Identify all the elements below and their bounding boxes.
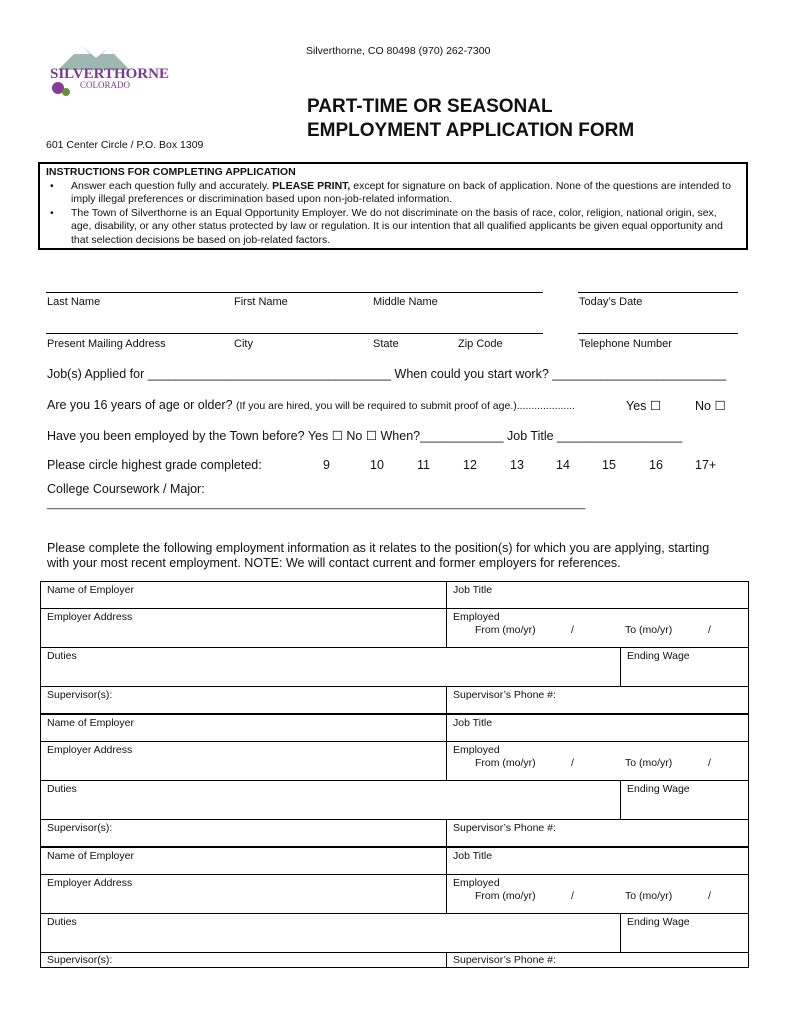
employment-intro-line1: Please complete the following employment information as it relates to the position(s) for which you are applying, starting xyxy=(47,541,710,555)
grade-option[interactable]: 16 xyxy=(649,458,663,472)
employed-label: Employed xyxy=(453,877,500,889)
grade-option[interactable]: 9 xyxy=(323,458,330,472)
to-slash: / xyxy=(708,624,711,636)
supervisor-label: Supervisor(s): xyxy=(47,689,113,701)
supervisor-phone-label: Supervisor’s Phone #: xyxy=(453,954,556,966)
ending-wage-label: Ending Wage xyxy=(627,916,690,928)
bullet-icon: • xyxy=(50,206,54,219)
instructions-box xyxy=(38,162,748,250)
svg-text:SILVERTHORNE: SILVERTHORNE xyxy=(50,66,169,82)
instructions-heading: INSTRUCTIONS FOR COMPLETING APPLICATION xyxy=(46,166,296,178)
jobs-applied-question[interactable]: Job(s) Applied for ___________________________________ When could you start work? _________________________ xyxy=(47,367,727,381)
grade-option[interactable]: 17+ xyxy=(695,458,717,472)
ending-wage-label: Ending Wage xyxy=(627,650,690,662)
svg-text:COLORADO: COLORADO xyxy=(80,80,131,90)
to-label: To (mo/yr) xyxy=(625,757,673,769)
middle-name-label: Middle Name xyxy=(373,296,438,308)
mailing-address-line: 601 Center Circle / P.O. Box 1309 xyxy=(46,139,204,151)
first-name-label: First Name xyxy=(234,296,288,308)
instruction-item-2: • The Town of Silverthorne is an Equal Opportunity Employer. We do not discriminate on the basis of race, color, religion, national origin, sex, age, disability, or any other status protected by law or regulation. It is our intention that all qualified applicants be given equal opportunity and that selection decisions be based on job-related factors. xyxy=(50,206,723,246)
grade-option[interactable]: 14 xyxy=(556,458,570,472)
employer-name-label: Name of Employer xyxy=(47,717,134,729)
instruction-item-1: • Answer each question fully and accurately. PLEASE PRINT, except for signature on back of application. None of the questions are intended to imply illegal preferences or discrimination based upon non-job-related information. xyxy=(50,179,731,205)
grade-option[interactable]: 12 xyxy=(463,458,477,472)
supervisor-label: Supervisor(s): xyxy=(47,822,113,834)
duties-label: Duties xyxy=(47,783,77,795)
age-no-checkbox[interactable]: No ☐ xyxy=(695,399,726,413)
zip-code-label: Zip Code xyxy=(458,338,503,350)
employer-block-2 xyxy=(40,714,749,847)
employer-name-label: Name of Employer xyxy=(47,584,134,596)
grade-option[interactable]: 11 xyxy=(417,458,430,472)
college-label: College Coursework / Major: xyxy=(47,482,205,496)
page-title-line1: PART-TIME OR SEASONAL xyxy=(307,96,553,117)
employer-block-1 xyxy=(40,581,749,714)
employer-address-label: Employer Address xyxy=(47,744,133,756)
job-title-label: Job Title xyxy=(453,850,493,862)
to-slash: / xyxy=(708,757,711,769)
grade-label: Please circle highest grade completed: xyxy=(47,458,262,472)
supervisor-label: Supervisor(s): xyxy=(47,954,113,966)
telephone-label: Telephone Number xyxy=(579,338,672,350)
duties-label: Duties xyxy=(47,916,77,928)
college-line[interactable]: ________________________________________________________________________________________ xyxy=(47,498,586,510)
employed-before-question[interactable]: Have you been employed by the Town before? Yes ☐ No ☐ When?____________ Job Title __________________ xyxy=(47,429,683,443)
to-label: To (mo/yr) xyxy=(625,890,673,902)
from-slash: / xyxy=(571,624,574,636)
grade-option[interactable]: 15 xyxy=(602,458,616,472)
to-label: To (mo/yr) xyxy=(625,624,673,636)
city-label: City xyxy=(234,338,253,350)
job-title-label: Job Title xyxy=(453,717,493,729)
telephone-line[interactable] xyxy=(578,333,738,334)
from-label: From (mo/yr) xyxy=(475,757,536,769)
name-line[interactable] xyxy=(46,292,543,293)
page-title-line2: EMPLOYMENT APPLICATION FORM xyxy=(307,120,635,141)
supervisor-phone-label: Supervisor’s Phone #: xyxy=(453,822,556,834)
employer-name-label: Name of Employer xyxy=(47,850,134,862)
employer-block-3 xyxy=(40,847,749,968)
address-line[interactable] xyxy=(46,333,543,334)
supervisor-phone-label: Supervisor’s Phone #: xyxy=(453,689,556,701)
town-logo xyxy=(44,40,169,100)
from-slash: / xyxy=(571,890,574,902)
job-title-label: Job Title xyxy=(453,584,493,596)
date-line[interactable] xyxy=(578,292,738,293)
from-label: From (mo/yr) xyxy=(475,890,536,902)
grade-option[interactable]: 10 xyxy=(370,458,384,472)
ending-wage-label: Ending Wage xyxy=(627,783,690,795)
employed-label: Employed xyxy=(453,611,500,623)
age-yes-checkbox[interactable]: Yes ☐ xyxy=(626,399,662,413)
contact-line: Silverthorne, CO 80498 (970) 262-7300 xyxy=(306,45,491,57)
todays-date-label: Today’s Date xyxy=(579,296,643,308)
employer-address-label: Employer Address xyxy=(47,611,133,623)
employment-intro-line2: with your most recent employment. NOTE: We will contact current and former employers for references. xyxy=(47,556,621,570)
from-label: From (mo/yr) xyxy=(475,624,536,636)
duties-label: Duties xyxy=(47,650,77,662)
to-slash: / xyxy=(708,890,711,902)
employer-address-label: Employer Address xyxy=(47,877,133,889)
employed-label: Employed xyxy=(453,744,500,756)
grade-option[interactable]: 13 xyxy=(510,458,524,472)
age-question: Are you 16 years of age or older? (If you are hired, you will be required to submit proof of age.).................... xyxy=(47,398,576,412)
state-label: State xyxy=(373,338,399,350)
bullet-icon: • xyxy=(50,179,54,192)
last-name-label: Last Name xyxy=(47,296,101,308)
from-slash: / xyxy=(571,757,574,769)
mailing-address-label: Present Mailing Address xyxy=(47,338,166,350)
